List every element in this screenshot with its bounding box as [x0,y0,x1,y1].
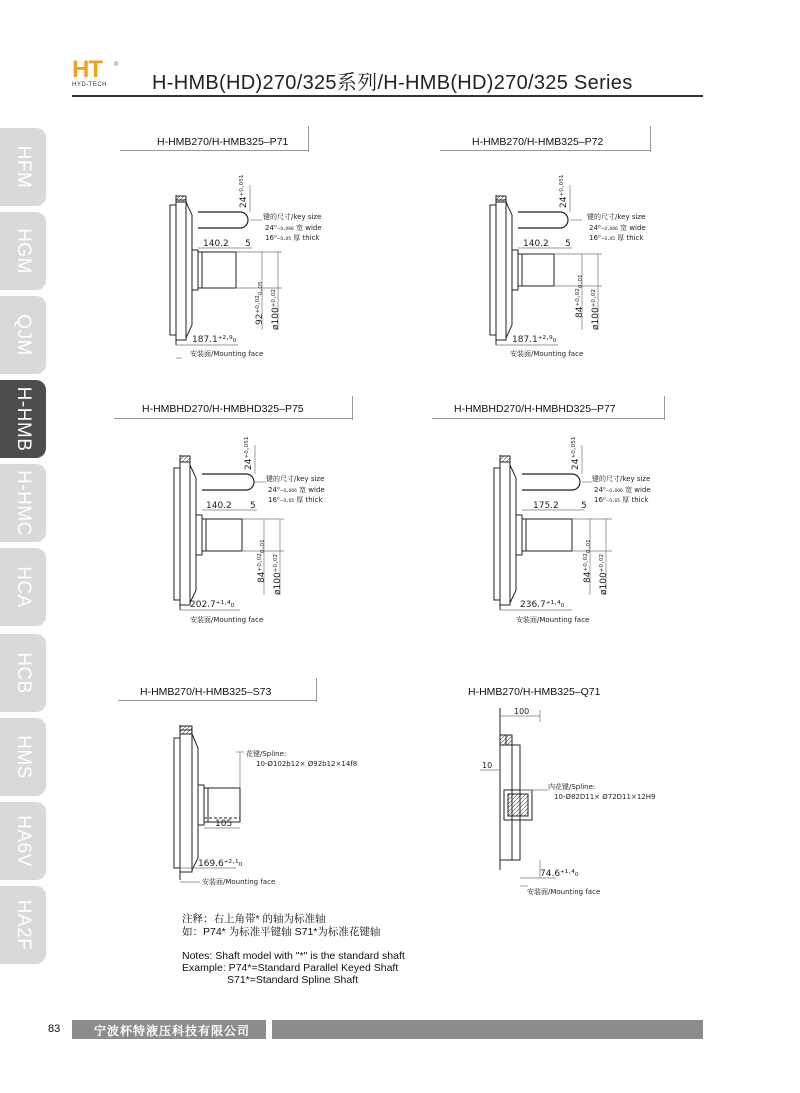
side-tab-label: HMS [13,735,34,779]
logo-text: HT [72,56,102,83]
dim-base: 187.1⁺²·⁹₀ [512,335,557,345]
dim-pilot-dia: ø100⁺⁰·⁰² [271,288,281,330]
dim-base: 169.6⁺²·¹₀ [198,859,243,869]
side-tab-label: HCA [13,566,34,608]
mounting-face-label: 安装面/Mounting face [202,878,276,886]
side-tab-label: HA6V [13,815,34,867]
key-thickness: 16⁰₋₀.₀₅ 厚 thick [265,234,320,242]
dim-pilot-dia: ø100⁺⁰·⁰² [273,553,283,595]
drawing-p72 [490,185,602,345]
note-cn-line-2: 如：P74* 为标准平键轴 S71*为标准花键轴 [182,926,381,938]
drawing-p77 [494,445,612,610]
side-tab-label: HGM [13,228,34,274]
drawing-p71 [170,185,282,358]
dim-base: 236.7⁺¹·⁴₀ [520,600,565,610]
side-tab-label: HA2F [13,899,34,951]
drawing-p75 [174,445,284,610]
spline-label: 花键/Spline: [246,750,287,758]
side-tab-label: QJM [13,314,34,356]
side-tab-label: H-HMC [13,470,34,536]
logo-subtitle: HYD-TECH [72,82,107,88]
diagram-title-s73: H-HMB270/H-HMB325–S73 [140,686,272,698]
mounting-face-label: 安装面/Mounting face [510,350,584,358]
dim-length: 140.2 [523,239,549,249]
drawing-p77-labels [516,436,651,624]
dim-base: 187.1⁺²·⁹₀ [192,335,237,345]
dim-small: 5 [581,501,587,511]
diagram-title-p71: H-HMB270/H-HMB325–P71 [157,136,289,148]
key-thickness: 16⁰₋₀.₀₅ 厚 thick [589,234,644,242]
dim-length: 140.2 [206,501,232,511]
dim-shaft-dia: 84⁺⁰·⁰²₀.₀₁ [575,274,585,318]
mounting-face-label: 安装面/Mounting face [190,616,264,624]
key-thickness: 16⁰₋₀.₀₅ 厚 thick [268,496,323,504]
dim-pilot-dia: ø100⁺⁰·⁰² [591,288,601,330]
dim-small: 5 [245,239,251,249]
footer-company-bar [72,1020,266,1039]
dim-length: 105 [215,819,233,829]
key-width: 24⁰₋₀.₀₆₆ 宽 wide [265,224,322,232]
dim-shaft-dia: 84⁺⁰·⁰²₀.₀₁ [257,539,267,583]
side-tab-label: HFM [13,145,34,189]
mounting-face-label: 安装面/Mounting face [516,616,590,624]
key-size-title: 键的尺寸/key size [263,213,322,221]
dim-base: 74.6⁺¹·⁴₀ [540,869,579,879]
key-width: 24⁰₋₀.₀₆₆ 宽 wide [589,224,646,232]
footer-bar [272,1020,703,1039]
key-size-title: 键的尺寸/key size [266,475,325,483]
spline-spec: 10-Ø102b12× Ø92b12×14f8 [256,760,358,768]
key-size-title: 键的尺寸/key size [587,213,646,221]
dim-top: 24⁺⁰·⁰⁵¹ [559,174,569,208]
page-number: 83 [48,1023,61,1035]
dim-top: 100 [514,707,530,716]
dim-pilot-dia: ø100⁺⁰·⁰² [599,553,609,595]
dim-shaft-dia: 92⁺⁰·⁰²₀.₀₅ [255,281,265,325]
note-en-line-2: Example: P74*=Standard Parallel Keyed Shaft [182,962,399,974]
diagram-title-p72: H-HMB270/H-HMB325–P72 [472,136,604,148]
dim-top: 24⁺⁰·⁰⁵¹ [244,436,254,470]
key-thickness: 16⁰₋₀.₀₅ 厚 thick [594,496,649,504]
dim-top: 24⁺⁰·⁰⁵¹ [571,436,581,470]
drawing-q71 [480,708,556,886]
dim-shaft-dia: 84⁺⁰·⁰²₀.₀₁ [583,539,593,583]
mounting-face-label: 安装面/Mounting face [527,888,601,896]
diagram-title-q71: H-HMB270/H-HMB325–Q71 [468,686,601,698]
dim-length: 140.2 [203,239,229,249]
dim-small: 5 [250,501,256,511]
dim-small: 5 [565,239,571,249]
note-en-line-1: Notes: Shaft model with "*" is the standard shaft [182,950,405,962]
logo-registered-mark: ® [114,62,119,68]
note-cn-line-1: 注释：右上角带* 的轴为标准轴 [182,913,326,925]
key-width: 24⁰₋₀.₀₆₆ 宽 wide [268,486,325,494]
dim-side: 10 [482,761,493,770]
side-tab-label: HCB [13,652,34,694]
drawing-p72-labels [510,174,646,358]
company-name: 宁波杯特液压科技有限公司 [94,1024,251,1038]
dim-length: 175.2 [533,501,559,511]
dim-base: 202.7⁺¹·⁴₀ [190,600,235,610]
spline-spec: 10-Ø82D11× Ø72D11×12H9 [554,793,656,801]
key-width: 24⁰₋₀.₀₆₆ 宽 wide [594,486,651,494]
spline-label: 内花键/Spline: [548,783,596,791]
diagram-title-p77: H-HMBHD270/H-HMBHD325–P77 [454,403,616,415]
note-en-line-3: S71*=Standard Spline Shaft [227,974,359,986]
page-title: H-HMB(HD)270/325系列/H-HMB(HD)270/325 Series [152,72,633,94]
side-tab-label: H-HMB [13,386,34,452]
diagram-title-p75: H-HMBHD270/H-HMBHD325–P75 [142,403,304,415]
mounting-face-label: 安装面/Mounting face [190,350,264,358]
drawing-p75-labels [190,436,325,624]
key-size-title: 键的尺寸/key size [592,475,651,483]
dim-top: 24⁺⁰·⁰⁵¹ [239,174,249,208]
drawing-p71-labels [190,174,322,358]
